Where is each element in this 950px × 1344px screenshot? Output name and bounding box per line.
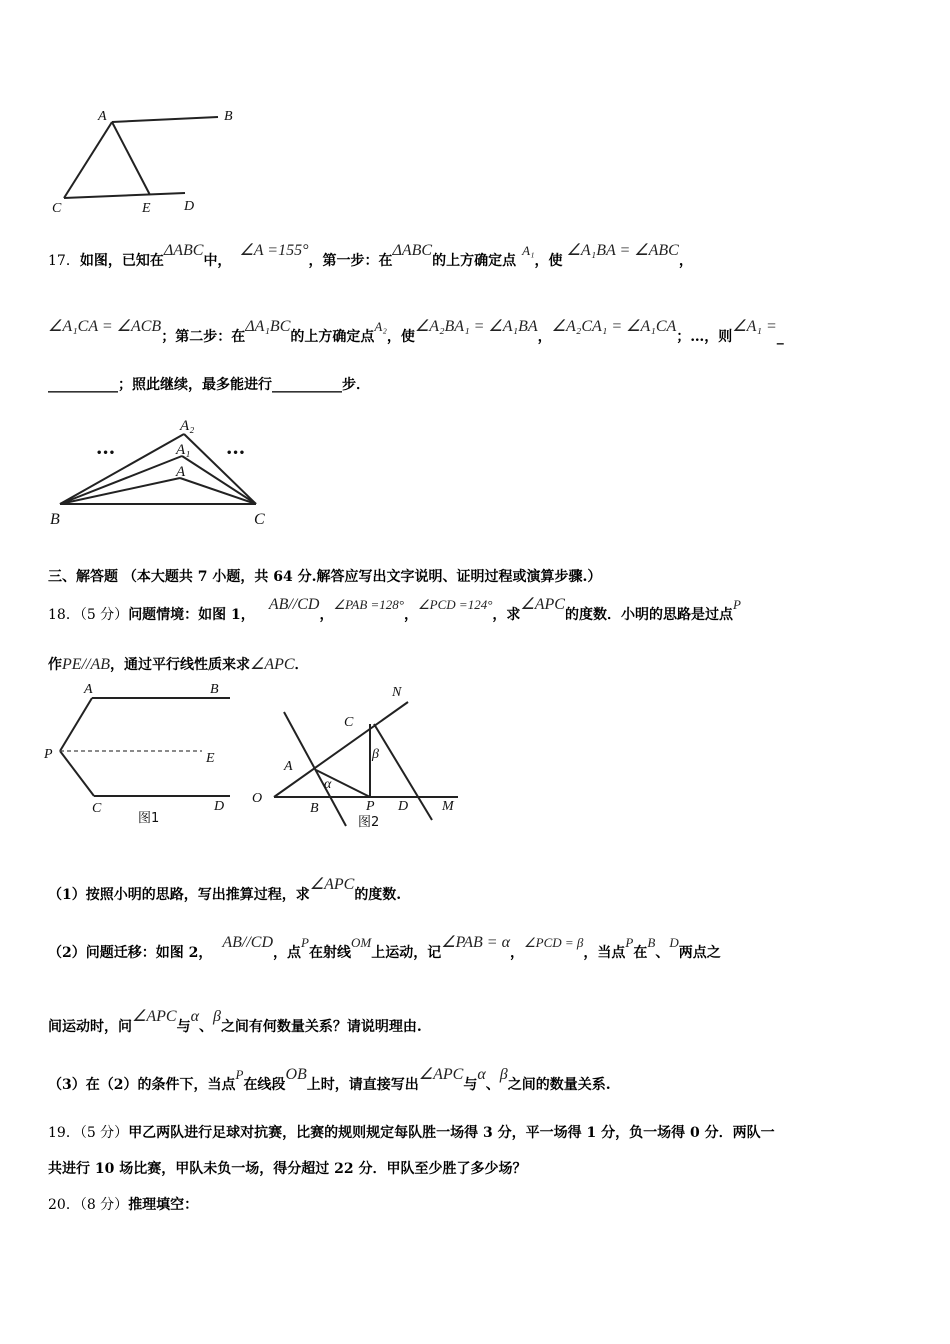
label-E: E	[206, 751, 215, 766]
math-b: B	[647, 935, 656, 950]
q18-line2: 作PE//AB，通过平行线性质来求∠APC．	[48, 656, 309, 673]
math-triangle-a1bc: ΔA₁BC	[245, 318, 291, 335]
q19-line1: 19．（5 分）甲乙两队进行足球对抗赛，比赛的规则规定每队胜一场得 3 分，平一场得 1 分，负一场得 0 分．两队一	[48, 1125, 775, 1141]
label-B: B	[310, 801, 319, 816]
math-ab-parallel-cd: AB//CD	[222, 934, 274, 951]
label-A: A	[284, 759, 293, 774]
math-ab-parallel-cd: AB//CD	[268, 596, 320, 613]
math-beta: β	[212, 1008, 221, 1025]
q20-line: 20．（8 分）推理填空：	[48, 1197, 199, 1213]
label-C: C	[254, 511, 265, 528]
q18-line1: 18．（5 分）问题情境：如图 1，AB//CD，∠PAB =128°，∠PCD =124°，求∠APC的度数．小明的思路是过点P	[48, 596, 741, 623]
math-angle-pcd-beta: ∠PCD = β	[524, 935, 584, 950]
caption-fig2: 图2	[358, 815, 380, 830]
q17-line3: __________；照此继续，最多能进行__________步．	[48, 377, 370, 393]
math-ob: OB	[285, 1066, 307, 1083]
math-angle-pcd: ∠PCD =124°	[418, 597, 493, 612]
label-O: O	[252, 791, 263, 806]
label-B: B	[50, 511, 60, 528]
q17-line2: ∠A₁CA = ∠ACB；第二步：在ΔA₁BC的上方确定点A₂，使∠A₂BA₁ = ∠A₁BA，∠A₂CA₁ = ∠A₁CA；…，则∠A₁ =_	[48, 318, 784, 345]
math-p: P	[235, 1067, 244, 1082]
math-p: P	[732, 597, 741, 612]
label-P: P	[44, 747, 53, 762]
math-p: P	[625, 935, 634, 950]
label-D: D	[214, 799, 225, 814]
math-om: OM	[350, 935, 372, 950]
answer-blank-2: __________	[272, 377, 342, 393]
math-alpha: α	[477, 1066, 486, 1083]
label-C: C	[92, 801, 102, 816]
math-a1: A₁	[522, 243, 535, 258]
math-angle-a1ca: ∠A₁CA = ∠ACB	[48, 318, 162, 335]
q18-part1: （1）按照小明的思路，写出推算过程，求∠APC的度数.	[48, 876, 402, 903]
label-A2: A₂	[180, 418, 195, 434]
figure-2	[246, 678, 476, 834]
label-N: N	[392, 685, 402, 700]
label-alpha: α	[324, 777, 332, 792]
label-A: A	[176, 464, 186, 480]
q19-line2: 共进行 10 场比赛，甲队未负一场，得分超过 22 分．甲队至少胜了多少场？	[48, 1161, 527, 1177]
math-angle-apc: ∠APC	[520, 596, 565, 613]
label-D: D	[398, 799, 409, 814]
section-3-heading: 三、解答题 （本大题共 7 小题，共 64 分.解答应写出文字说明、证明过程或演算步骤.）	[48, 569, 602, 585]
q17-line1: 17．如图，已知在ΔABC中，∠A =155°，第一步：在ΔABC的上方确定点A₁，使∠A₁BA = ∠ABC，	[48, 242, 693, 269]
math-p: P	[301, 935, 309, 950]
math-a2: A₂	[374, 319, 387, 334]
math-angle-apc: ∠APC	[132, 1008, 177, 1025]
label-M: M	[442, 799, 454, 814]
label-A: A	[84, 682, 93, 697]
caption-fig1: 图1	[138, 811, 160, 826]
math-pe-parallel-ab: PE//AB	[62, 656, 110, 673]
math-angle-a2ba1: ∠A₂BA₁ = ∠A₁BA	[414, 318, 538, 335]
math-angle-pab: ∠PAB =128°	[333, 597, 405, 612]
math-triangle-abc: ΔABC	[163, 242, 204, 259]
math-angle-apc: ∠APC	[309, 876, 355, 893]
label-A: A	[98, 109, 107, 124]
math-angle-apc: ∠APC	[249, 656, 295, 673]
figure-q17-triangles	[44, 412, 284, 532]
math-angle-a: ∠A =155°	[239, 242, 309, 259]
ellipsis-left: •••	[96, 448, 116, 459]
math-beta: β	[499, 1066, 508, 1083]
figure-abced	[40, 100, 260, 222]
math-angle-a1-answer: ∠A₁ =	[732, 318, 777, 335]
q18-part3: （3）在（2）的条件下，当点P在线段OB上时，请直接写出∠APC与α、β之间的数量关系.	[48, 1066, 611, 1093]
label-B: B	[210, 682, 219, 697]
math-angle-a2ca1: ∠A₂CA₁ = ∠A₁CA	[551, 318, 677, 335]
q18-part2-line1: （2）问题迁移：如图 2，AB//CD，点P在射线OM上运动，记∠PAB = α，∠PCD = β，当点P在B、D两点之	[48, 934, 721, 961]
label-C: C	[344, 715, 354, 730]
math-alpha: α	[190, 1008, 199, 1025]
label-P: P	[366, 799, 375, 814]
math-angle-apc: ∠APC	[418, 1066, 464, 1083]
math-angle-pab-alpha: ∠PAB = α	[441, 934, 510, 951]
label-beta: β	[372, 747, 379, 762]
q18-part2-line2: 间运动时，问∠APC与α、β之间有何数量关系？请说明理由.	[48, 1008, 422, 1035]
math-triangle-abc: ΔABC	[392, 242, 433, 259]
label-B: B	[224, 109, 233, 124]
label-C: C	[52, 201, 62, 216]
math-d: D	[669, 935, 679, 950]
label-E: E	[142, 201, 151, 216]
ellipsis-right: •••	[226, 448, 246, 459]
answer-blank-1: __________	[48, 377, 118, 393]
label-D: D	[184, 199, 195, 214]
math-angle-a1ba: ∠A₁BA = ∠ABC	[566, 242, 679, 259]
label-A1: A₁	[176, 442, 191, 458]
figure-1	[40, 678, 240, 828]
